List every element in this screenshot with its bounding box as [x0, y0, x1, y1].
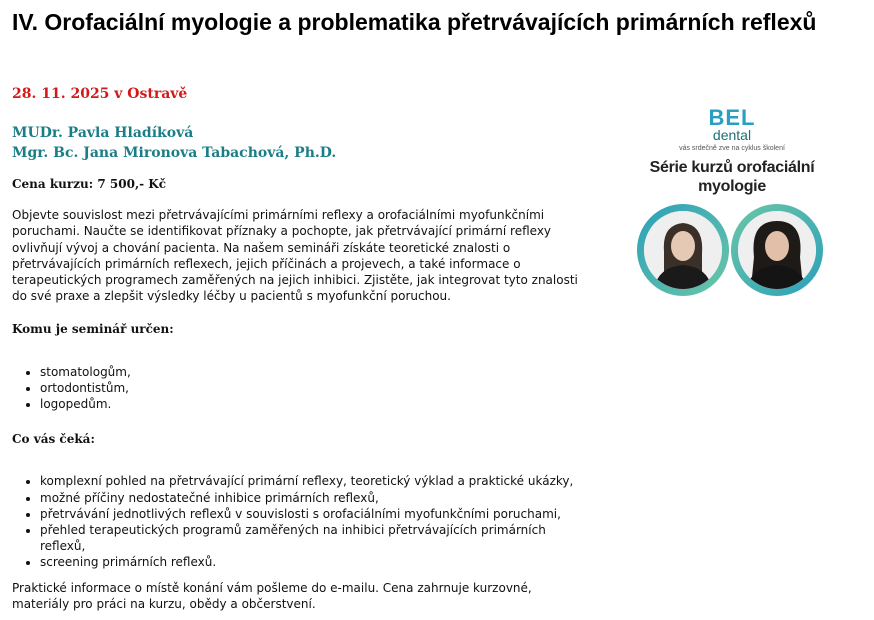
beldental-logo — [634, 107, 830, 154]
promo-banner — [634, 103, 830, 303]
author-name: MUDr. Pavla Hladíková — [12, 125, 194, 141]
expect-list — [12, 473, 587, 570]
target-list — [12, 364, 587, 413]
course-price: Cena kurzu: 7 500,- Kč — [12, 177, 167, 191]
practical-info: Praktické informace o místě konání vám pošleme do e-mailu. Cena zahrnuje kurzovné, materiály pro práci na kurzu, obědy a občerstvení. — [12, 580, 532, 611]
intro-paragraph: Objevte souvislost mezi přetrvávajícími primárními reflexy a orofaciálními myofunkčními poruchami. Naučte se identifikovat příznaky a pochopte, jak přetrvávající primární reflexy ovlivňují vývoj a chování pacienta. Na našem semináři získáte teoretické znalosti o přetrvávajících primárních reflexech, jejich příčinách a projevech, a také informace o terapeutických programech zaměřených na jejich inhibici. Zjistěte, jak integrovat tyto znalosti do své praxe a zlepšit výsledky léčby u pacientů s myofunkční poruchou. — [12, 208, 578, 304]
target-heading: Komu je seminář určen: — [12, 322, 174, 337]
expect-heading: Co vás čeká: — [12, 432, 95, 447]
list-item: • screening primárních reflexů. — [40, 554, 587, 570]
series-title: Série kurzů orofaciální myologie — [649, 159, 815, 195]
page-title: IV. Orofaciální myologie a problematika přetrvávajících primárních reflexů — [12, 9, 817, 35]
lecturer-photo — [637, 204, 729, 296]
logo-tagline: vás srdečně zve na cyklus školení — [679, 145, 785, 152]
list-item: • logopedům. — [40, 396, 587, 412]
lecturer-portrait-icon — [738, 211, 816, 289]
list-item: • přehled terapeutických programů zaměřených na inhibici přetrvávajících primárních reflexů, — [40, 522, 587, 554]
list-item: • možné příčiny nedostatečné inhibice primárních reflexů, — [40, 490, 587, 506]
author-name: Mgr. Bc. Jana Mironova Tabachová, Ph.D. — [12, 145, 337, 161]
logo-bel-text: BEL — [708, 105, 756, 130]
list-item: • komplexní pohled na přetrvávající primární reflexy, teoretický výklad a praktické ukázky, — [40, 473, 587, 489]
lecturer-photo — [731, 204, 823, 296]
course-date: 28. 11. 2025 v Ostravě — [12, 86, 188, 102]
lecturer-portrait-icon — [644, 211, 722, 289]
authors — [12, 123, 336, 163]
course-description — [12, 176, 587, 612]
list-item: • stomatologům, — [40, 364, 587, 380]
logo-dental-text: dental — [712, 127, 752, 143]
list-item: • přetrvávání jednotlivých reflexů v souvislosti s orofaciálními myofunkčními poruchami, — [40, 506, 587, 522]
list-item: • ortodontistům, — [40, 380, 587, 396]
